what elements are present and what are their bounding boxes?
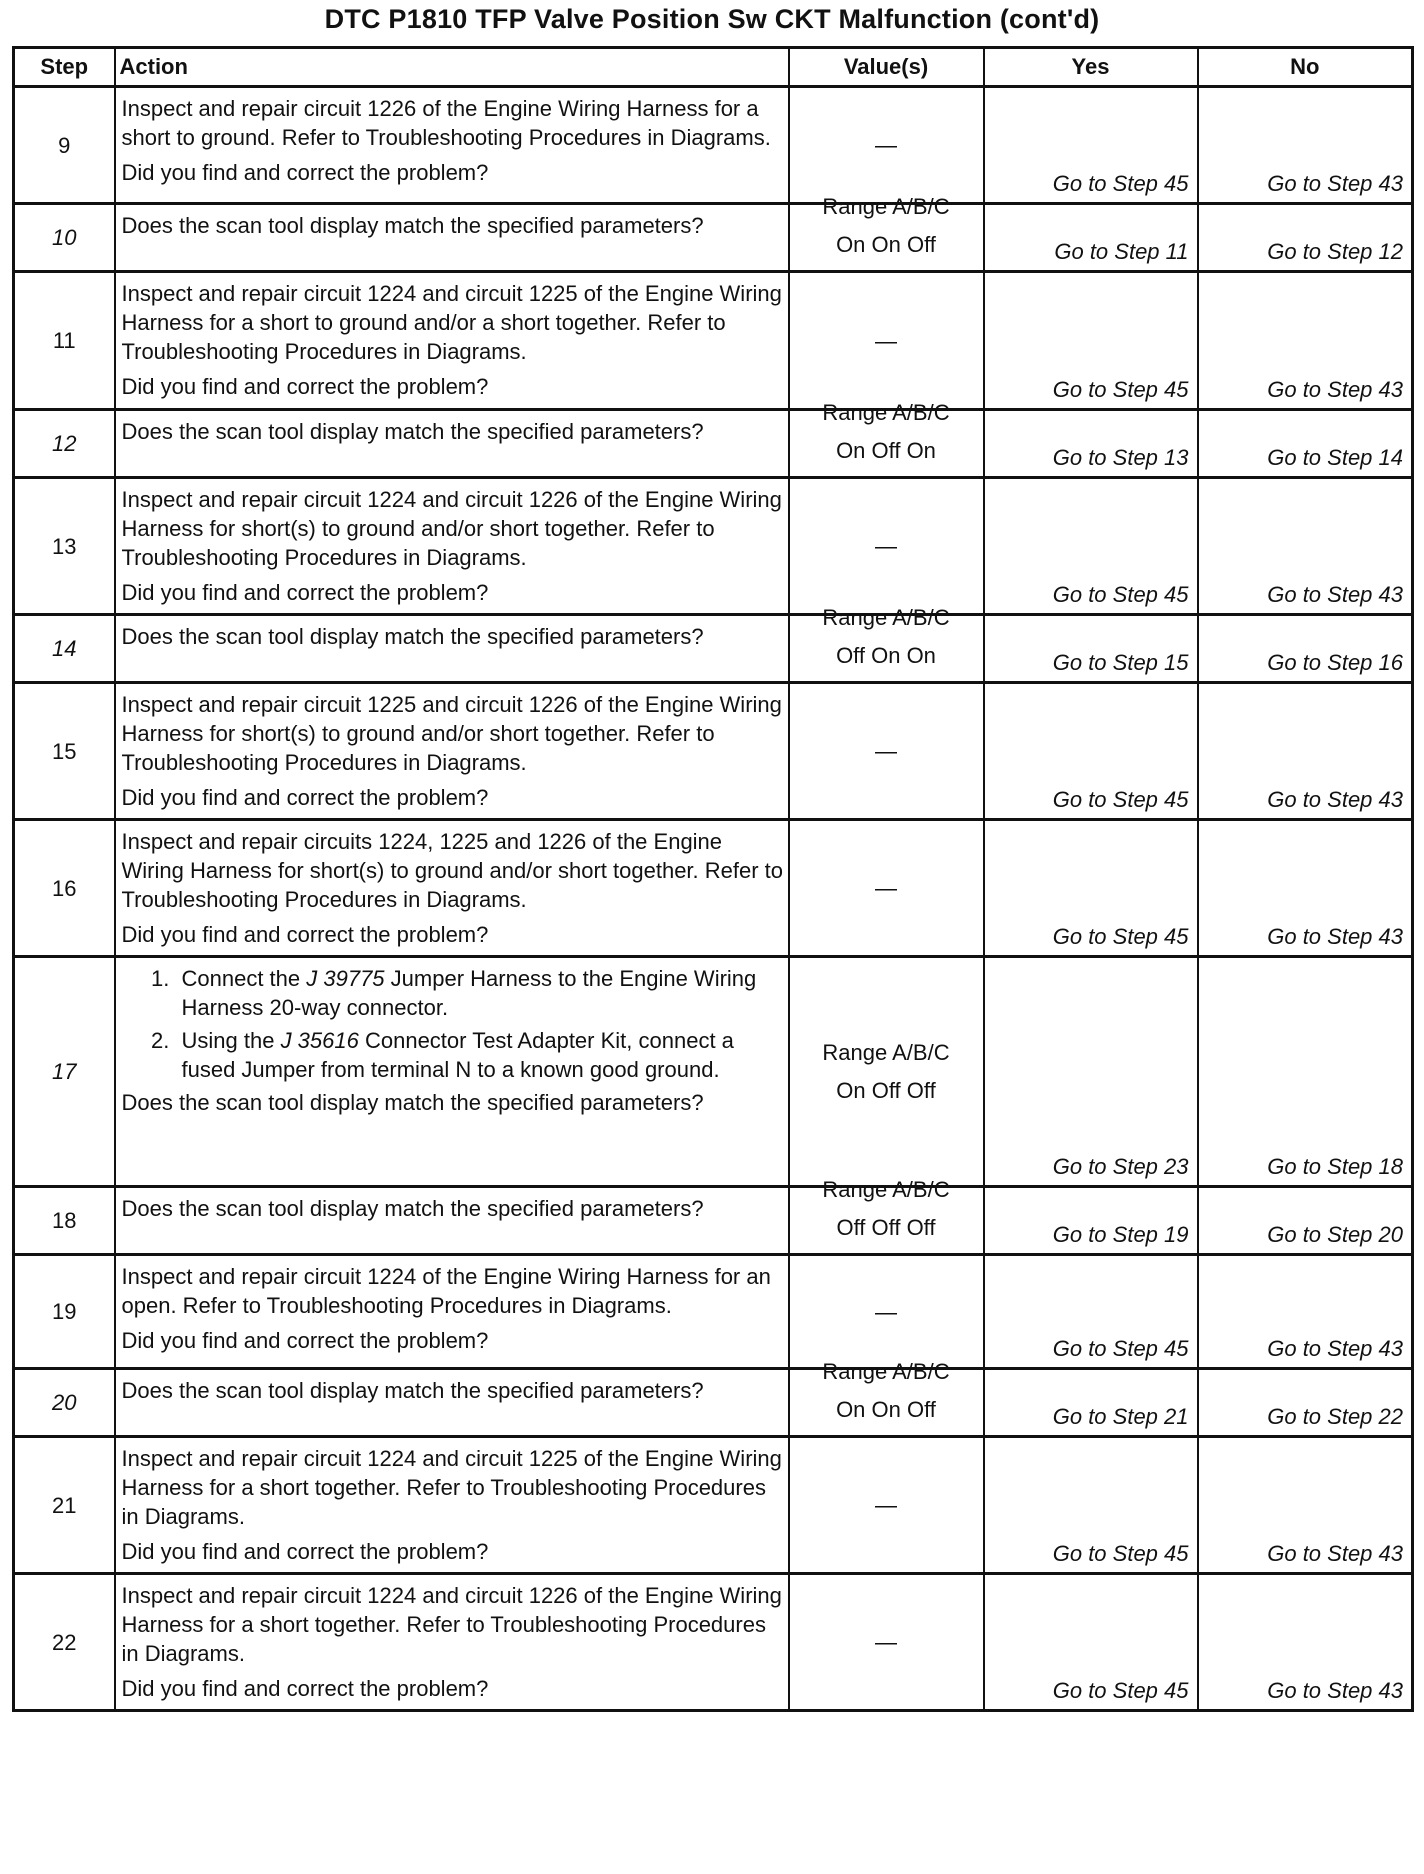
value-range: Range A/B/C (822, 194, 950, 219)
yes-goto: Go to Step 45 (1052, 1678, 1189, 1703)
yes-cell (984, 204, 1198, 272)
action-text: Inspect and repair circuit 1224 and circuit 1226 of the Engine Wiring Harness for short(s) to ground and/or short together. Refer to Troubleshooting Procedures in Diagrams. (121, 487, 782, 570)
yes-goto: Go to Step 23 (1052, 1154, 1189, 1179)
yes-cell (984, 683, 1198, 820)
value-cell (789, 1255, 984, 1369)
table-row (14, 615, 1413, 683)
step-number: 15 (14, 683, 115, 820)
value-cell (789, 1177, 984, 1255)
no-goto: Go to Step 12 (1267, 239, 1403, 264)
value-cell (789, 478, 984, 615)
action-cell (115, 478, 789, 615)
no-cell (1198, 1369, 1413, 1437)
value-range: Range A/B/C (822, 605, 950, 630)
step-number: 19 (14, 1255, 115, 1369)
header-action: Action (115, 48, 789, 87)
value-range: Range A/B/C (822, 400, 950, 425)
value-dash: — (875, 738, 897, 764)
value-dash: — (875, 875, 897, 901)
step-number: 16 (14, 820, 115, 957)
no-goto: Go to Step 43 (1267, 377, 1403, 402)
action-question: Did you find and correct the problem? (121, 1539, 489, 1564)
value-cell (789, 1574, 984, 1711)
value-states: Off Off Off (836, 1215, 936, 1240)
value-states: Off On On (836, 643, 936, 668)
no-goto: Go to Step 20 (1267, 1222, 1403, 1247)
action-cell (115, 1369, 789, 1437)
yes-cell (984, 820, 1198, 957)
yes-goto: Go to Step 45 (1052, 924, 1189, 949)
substep-list (122, 964, 784, 1084)
step-number: 21 (14, 1437, 115, 1574)
action-cell (115, 957, 789, 1187)
step-number: 9 (14, 87, 115, 204)
yes-cell (984, 1437, 1198, 1574)
yes-goto: Go to Step 45 (1052, 1541, 1189, 1566)
no-goto: Go to Step 16 (1267, 650, 1403, 675)
yes-cell (984, 1574, 1198, 1711)
yes-goto: Go to Step 45 (1052, 171, 1189, 196)
header-step: Step (14, 48, 115, 87)
yes-cell (984, 957, 1198, 1187)
step-number: 17 (14, 957, 115, 1187)
action-question: Did you find and correct the problem? (121, 160, 489, 185)
yes-cell (984, 478, 1198, 615)
action-text: Does the scan tool display match the specified parameters? (121, 1196, 704, 1221)
action-cell (115, 272, 789, 410)
step-number: 14 (14, 615, 115, 683)
action-text: Does the scan tool display match the specified parameters? (121, 213, 704, 238)
yes-goto: Go to Step 45 (1052, 1336, 1189, 1361)
action-cell (115, 87, 789, 204)
value-lines (790, 599, 983, 675)
step-number: 20 (14, 1369, 115, 1437)
yes-cell (984, 87, 1198, 204)
action-text: Inspect and repair circuits 1224, 1225 and 1226 of the Engine Wiring Harness for short(s) to ground and/or short together. Refer to Troubleshooting Procedures in Diagrams. (121, 829, 784, 912)
table-row (14, 204, 1413, 272)
no-goto: Go to Step 43 (1267, 1336, 1403, 1361)
action-text: Inspect and repair circuit 1224 and circuit 1226 of the Engine Wiring Harness for a short together. Refer to Troubleshooting Procedures in Diagrams. (121, 1583, 782, 1666)
action-text: Does the scan tool display match the specified parameters? (121, 624, 704, 649)
action-cell (115, 1574, 789, 1711)
value-cell (789, 683, 984, 820)
table-row (14, 1369, 1413, 1437)
action-text: Inspect and repair circuit 1224 and circuit 1225 of the Engine Wiring Harness for a short together. Refer to Troubleshooting Procedures in Diagrams. (121, 1446, 782, 1529)
no-goto: Go to Step 43 (1267, 582, 1403, 607)
action-text: Inspect and repair circuit 1224 of the Engine Wiring Harness for an open. Refer to Troubleshooting Procedures in Diagrams. (121, 1264, 771, 1318)
yes-goto: Go to Step 19 (1052, 1222, 1189, 1247)
value-range: Range A/B/C (822, 1177, 950, 1202)
no-cell (1198, 410, 1413, 478)
step-number: 10 (14, 204, 115, 272)
no-cell (1198, 272, 1413, 410)
action-cell (115, 204, 789, 272)
yes-goto: Go to Step 15 (1052, 650, 1189, 675)
yes-goto: Go to Step 45 (1052, 377, 1189, 402)
value-states: On Off On (836, 438, 936, 463)
value-lines (790, 1353, 983, 1429)
yes-goto: Go to Step 45 (1052, 582, 1189, 607)
no-goto: Go to Step 43 (1267, 787, 1403, 812)
yes-cell (984, 1369, 1198, 1437)
action-question: Did you find and correct the problem? (121, 1328, 489, 1353)
yes-goto: Go to Step 11 (1054, 239, 1189, 264)
action-question: Did you find and correct the problem? (121, 374, 489, 399)
value-states: On On Off (836, 232, 936, 257)
no-cell (1198, 1187, 1413, 1255)
table-header-row (14, 48, 1413, 87)
substep-item: 1. Connect the J 39775 Jumper Harness to the Engine Wiring Harness 20-way connector. (176, 964, 784, 1022)
value-dash: — (875, 1629, 897, 1655)
step-number: 11 (14, 272, 115, 410)
value-cell (789, 87, 984, 204)
value-states: On On Off (836, 1397, 936, 1422)
table-row (14, 1437, 1413, 1574)
tool-number: J 35616 (280, 1028, 359, 1053)
value-cell (789, 605, 984, 683)
header-values: Value(s) (789, 48, 984, 87)
action-question: Does the scan tool display match the specified parameters? (121, 1090, 704, 1115)
page-title: DTC P1810 TFP Valve Position Sw CKT Malfunction (cont'd) (324, 4, 1100, 34)
procedure-table (12, 46, 1414, 1712)
no-goto: Go to Step 43 (1267, 171, 1403, 196)
value-cell (789, 1359, 984, 1437)
action-cell (115, 615, 789, 683)
procedure-table-container (12, 46, 1411, 1712)
value-cell (789, 1437, 984, 1574)
yes-cell (984, 615, 1198, 683)
table-row (14, 957, 1413, 1187)
action-question: Did you find and correct the problem? (121, 785, 489, 810)
step-number: 22 (14, 1574, 115, 1711)
value-lines (790, 1034, 983, 1110)
value-lines (790, 1171, 983, 1247)
action-text: Inspect and repair circuit 1225 and circuit 1226 of the Engine Wiring Harness for short(s) to ground and/or short together. Refer to Troubleshooting Procedures in Diagrams. (121, 692, 782, 775)
value-dash: — (875, 328, 897, 353)
value-cell (789, 820, 984, 957)
value-cell (789, 400, 984, 478)
no-goto: Go to Step 14 (1267, 445, 1403, 470)
yes-cell (984, 272, 1198, 410)
step-number: 18 (14, 1187, 115, 1255)
table-row (14, 410, 1413, 478)
table-row (14, 272, 1413, 410)
action-question: Did you find and correct the problem? (121, 1676, 489, 1701)
no-cell (1198, 615, 1413, 683)
value-dash: — (875, 1299, 897, 1324)
substep-item: 2. Using the J 35616 Connector Test Adapter Kit, connect a fused Jumper from terminal N to a known good ground. (176, 1026, 784, 1084)
no-cell (1198, 478, 1413, 615)
tool-number: J 39775 (306, 966, 385, 991)
header-yes: Yes (984, 48, 1198, 87)
value-dash: — (875, 533, 897, 559)
no-cell (1198, 87, 1413, 204)
action-text: Inspect and repair circuit 1226 of the Engine Wiring Harness for a short to ground. Refer to Troubleshooting Procedures in Diagrams. (121, 96, 771, 150)
yes-goto: Go to Step 13 (1052, 445, 1189, 470)
no-cell (1198, 683, 1413, 820)
table-row (14, 1255, 1413, 1369)
no-goto: Go to Step 18 (1267, 1154, 1403, 1179)
no-cell (1198, 820, 1413, 957)
value-range: Range A/B/C (822, 1039, 950, 1065)
value-dash: — (875, 132, 897, 158)
action-question: Did you find and correct the problem? (121, 580, 489, 605)
no-cell (1198, 957, 1413, 1187)
value-cell (789, 194, 984, 272)
value-lines (790, 188, 983, 264)
yes-cell (984, 1255, 1198, 1369)
table-row (14, 683, 1413, 820)
no-cell (1198, 1437, 1413, 1574)
action-text: Does the scan tool display match the specified parameters? (121, 1378, 704, 1403)
yes-cell (984, 1187, 1198, 1255)
table-row (14, 478, 1413, 615)
no-goto: Go to Step 43 (1267, 1678, 1403, 1703)
value-cell (789, 272, 984, 410)
yes-goto: Go to Step 45 (1052, 787, 1189, 812)
action-question: Did you find and correct the problem? (121, 922, 489, 947)
action-text: Does the scan tool display match the specified parameters? (121, 419, 704, 444)
table-row (14, 820, 1413, 957)
no-cell (1198, 204, 1413, 272)
table-row (14, 87, 1413, 204)
no-cell (1198, 1574, 1413, 1711)
action-cell (115, 1187, 789, 1255)
no-goto: Go to Step 43 (1267, 1541, 1403, 1566)
action-cell (115, 1255, 789, 1369)
action-text: Inspect and repair circuit 1224 and circuit 1225 of the Engine Wiring Harness for a short to ground and/or a short together. Refer to Troubleshooting Procedures in Diagrams. (121, 281, 782, 364)
step-number: 13 (14, 478, 115, 615)
table-row (14, 1574, 1413, 1711)
action-cell (115, 410, 789, 478)
table-row (14, 1187, 1413, 1255)
no-goto: Go to Step 22 (1267, 1404, 1403, 1429)
yes-goto: Go to Step 21 (1052, 1404, 1189, 1429)
action-cell (115, 820, 789, 957)
value-range: Range A/B/C (822, 1359, 950, 1384)
value-states: On Off Off (836, 1077, 936, 1103)
action-cell (115, 1437, 789, 1574)
value-dash: — (875, 1492, 897, 1518)
action-cell (115, 683, 789, 820)
header-no: No (1198, 48, 1413, 87)
value-cell (789, 957, 984, 1187)
yes-cell (984, 410, 1198, 478)
step-number: 12 (14, 410, 115, 478)
value-lines (790, 394, 983, 470)
no-cell (1198, 1255, 1413, 1369)
no-goto: Go to Step 43 (1267, 924, 1403, 949)
